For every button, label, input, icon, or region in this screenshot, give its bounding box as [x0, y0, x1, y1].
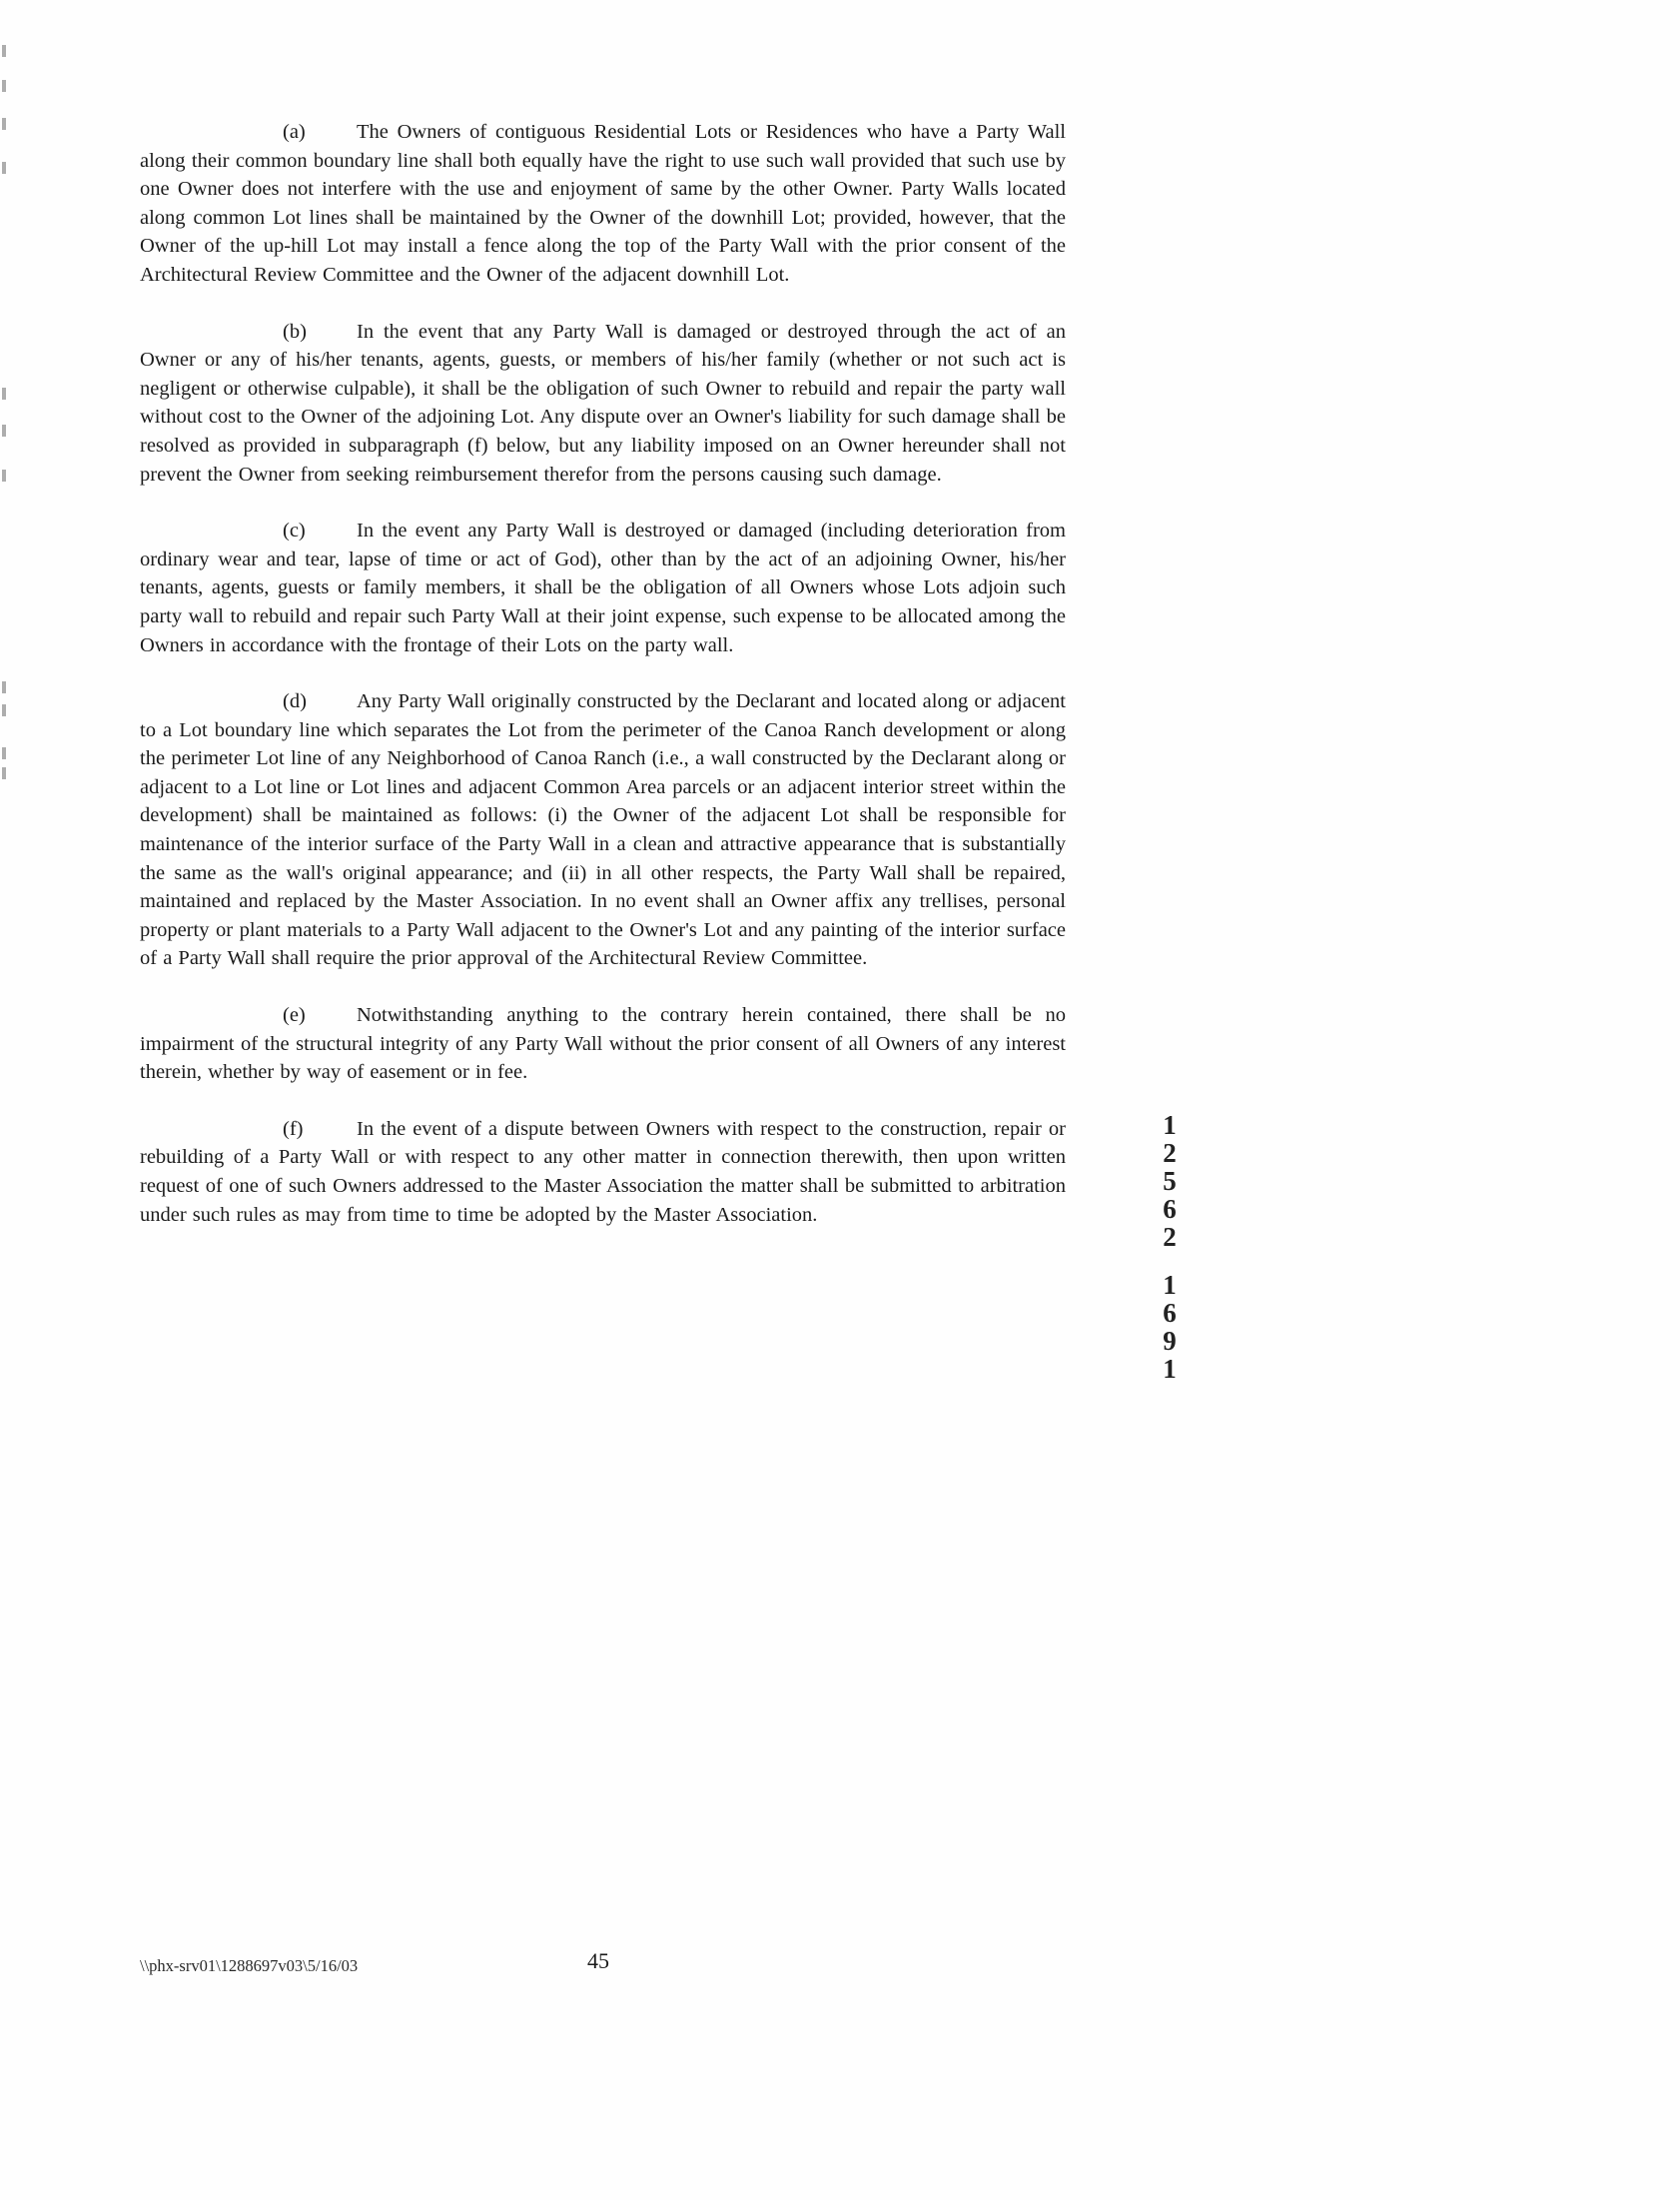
paragraph-a [140, 118, 1066, 290]
scan-artifact [2, 747, 6, 759]
paragraph-c-text: In the event any Party Wall is destroyed or damaged (including deterioration from ordinary wear and tear, lapse of time or act of God), other than by the act of an adjoining Owner, his/her tenants, agents, guests or family members, it shall be the obligation of all Owners whose Lots adjoin such party wall to rebuild and repair such Party Wall at their joint expense, such expense to be allocated among the Owners in accordance with the frontage of their Lots on the party wall. [140, 520, 1066, 656]
paragraph-b [140, 318, 1066, 490]
scan-artifact [2, 767, 6, 779]
recording-stamp-page-number: 1691 [1163, 1270, 1177, 1384]
paragraph-e [140, 1001, 1066, 1087]
paragraph-d-text: Any Party Wall originally constructed by the Declarant and located along or adjacent to a Lot boundary line which separates the Lot from the perimeter of the Canoa Ranch development or along the perimeter Lot line of any Neighborhood of Canoa Ranch (i.e., a wall constructed by the Declarant along or adjacent to a Lot line or Lot lines and adjacent Common Area parcels or an adjacent interior street within the development) shall be maintained as follows: (i) the Owner of the adjacent Lot shall be responsible for maintenance of the interior surface of the Party Wall in a clean and attractive appearance that is substantially the same as the wall's original appearance; and (ii) in all other respects, the Party Wall shall be repaired, maintained and replaced by the Master Association. In no event shall an Owner affix any trellises, personal property or plant materials to a Party Wall adjacent to the Owner's Lot and any painting of the interior surface of a Party Wall shall require the prior approval of the Architectural Review Committee. [140, 690, 1066, 970]
paragraph-a-text: The Owners of contiguous Residential Lots or Residences who have a Party Wall along their common boundary line shall both equally have the right to use such wall provided that such use by one Owner does not interfere with the use and enjoyment of same by the other Owner. Party Walls located along common Lot lines shall be maintained by the Owner of the downhill Lot; provided, however, that the Owner of the up-hill Lot may install a fence along the top of the Party Wall with the prior consent of the Architectural Review Committee and the Owner of the adjacent downhill Lot. [140, 121, 1066, 286]
paragraph-d [140, 687, 1066, 973]
scan-artifact [2, 704, 6, 716]
recording-stamp-book-number: 12562 [1163, 1110, 1177, 1252]
paragraph-f-text: In the event of a dispute between Owners with respect to the construction, repair or rebuilding of a Party Wall or with respect to any other matter in connection therewith, then upon written request of one of such Owners addressed to the Master Association the matter shall be submitted to arbitration under such rules as may from time to time be adopted by the Master Association. [140, 1117, 1066, 1226]
scan-artifact [2, 470, 6, 482]
paragraph-b-label: (b) [283, 320, 307, 343]
paragraph-a-label: (a) [283, 121, 306, 143]
paragraph-c [140, 517, 1066, 659]
paragraph-f [140, 1115, 1066, 1229]
paragraph-c-label: (c) [283, 520, 306, 543]
scan-artifact [2, 388, 6, 400]
page-number: 45 [587, 1948, 609, 1973]
scan-artifact [2, 162, 6, 174]
paragraph-f-label: (f) [283, 1117, 304, 1140]
scan-artifact [2, 80, 6, 92]
scan-artifact [2, 118, 6, 130]
paragraph-e-label: (e) [283, 1004, 306, 1027]
scan-artifact [2, 425, 6, 437]
scan-artifact [2, 45, 6, 57]
paragraph-b-text: In the event that any Party Wall is damaged or destroyed through the act of an Owner or any of his/her tenants, agents, guests, or members of his/her family (whether or not such act is negligent or otherwise culpable), it shall be the obligation of such Owner to rebuild and repair the party wall without cost to the Owner of the adjoining Lot. Any dispute over an Owner's liability for such damage shall be resolved as provided in subparagraph (f) below, but any liability imposed on an Owner hereunder shall not prevent the Owner from seeking reimbursement therefor from the persons causing such damage. [140, 320, 1066, 486]
paragraph-d-label: (d) [283, 690, 307, 713]
page-footer [0, 1946, 1680, 1986]
recording-stamp [1157, 1111, 1183, 1403]
scan-artifact [2, 681, 6, 693]
document-body [140, 118, 1066, 1257]
document-file-path: \\phx-srv01\1288697v03\5/16/03 [140, 1956, 359, 1975]
paragraph-e-text: Notwithstanding anything to the contrary herein contained, there shall be no impairment of the structural integrity of any Party Wall without the prior consent of all Owners of any interest therein, whether by way of easement or in fee. [140, 1004, 1066, 1084]
